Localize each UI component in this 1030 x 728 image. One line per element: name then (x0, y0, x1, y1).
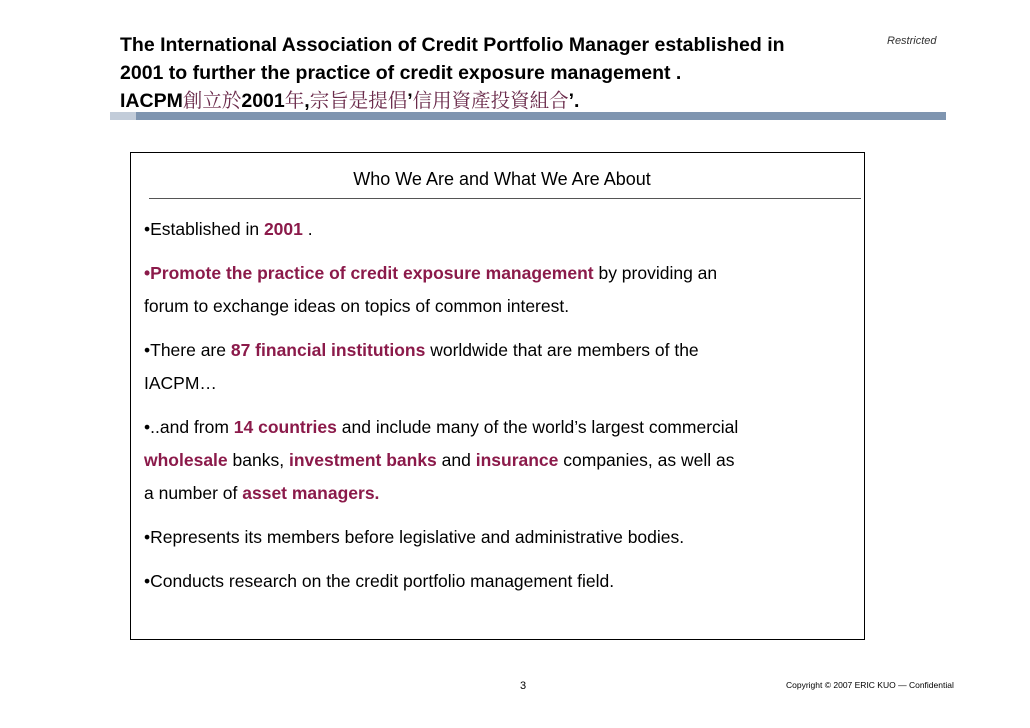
title-comma: , (304, 90, 310, 112)
bullet-established (144, 213, 859, 246)
title-cjk-1: 創立於 (182, 89, 242, 112)
bullet-text: •..and from (144, 417, 234, 437)
bullet-text: •Represents its members before legislative and administrative bodies. (144, 527, 685, 547)
bullet-highlight: insurance (475, 450, 559, 470)
bullet-members (144, 334, 859, 400)
title-cjk-2: 年 (284, 89, 305, 112)
copyright-notice: Copyright © 2007 ERIC KUO — Confidential (786, 680, 954, 690)
title-cjk-4: 信用資產投資組合 (412, 89, 569, 112)
bullet-text: and (436, 450, 476, 470)
bullet-highlight: investment banks (288, 450, 437, 470)
box-heading: Who We Are and What We Are About (353, 169, 651, 189)
title-quote-2: ’. (568, 90, 580, 112)
title-line-2: 2001 to further the practice of credit exposure management . (120, 61, 682, 84)
bullet-text: by providing an (593, 263, 718, 283)
box-heading-rule (149, 198, 861, 199)
title-iacpm: IACPM (120, 90, 183, 112)
restricted-label: Restricted (887, 35, 937, 47)
slide-title (120, 32, 880, 116)
title-cjk-3: 宗旨是提倡 (309, 89, 408, 112)
bullet-text: •There are (144, 340, 231, 360)
bullet-highlight: •Promote the practice of credit exposure management (144, 263, 594, 283)
bullet-highlight: asset managers. (242, 483, 380, 503)
bullet-highlight: wholesale (144, 450, 228, 470)
bullet-text: forum to exchange ideas on topics of common interest. (144, 296, 570, 316)
title-year: 2001 (241, 90, 285, 112)
bullet-highlight: 2001 (263, 219, 303, 239)
bullet-promote (144, 257, 859, 323)
bullet-highlight: 87 financial institutions (230, 340, 426, 360)
bullet-text: •Conducts research on the credit portfolio management field. (144, 571, 615, 591)
title-line-1: The International Association of Credit Portfolio Manager established in (120, 34, 785, 56)
page-number: 3 (520, 680, 527, 692)
bullet-research (144, 565, 859, 598)
bullet-text: banks, (227, 450, 289, 470)
bullet-text: and include many of the world’s largest commercial (336, 417, 739, 437)
bullet-text: a number of (144, 483, 243, 503)
bullet-text: •Established in (144, 219, 264, 239)
title-quote-1: ’ (407, 90, 413, 112)
content-box (130, 152, 865, 640)
bullet-represents (144, 521, 859, 554)
bullet-highlight: 14 countries (233, 417, 337, 437)
bullet-list (144, 213, 859, 609)
bullet-text: . (302, 219, 313, 239)
bullet-text: worldwide that are members of the (425, 340, 699, 360)
header-divider (110, 112, 946, 120)
bullet-countries (144, 411, 859, 510)
bullet-text: IACPM… (144, 373, 217, 393)
bullet-text: companies, as well as (558, 450, 735, 470)
